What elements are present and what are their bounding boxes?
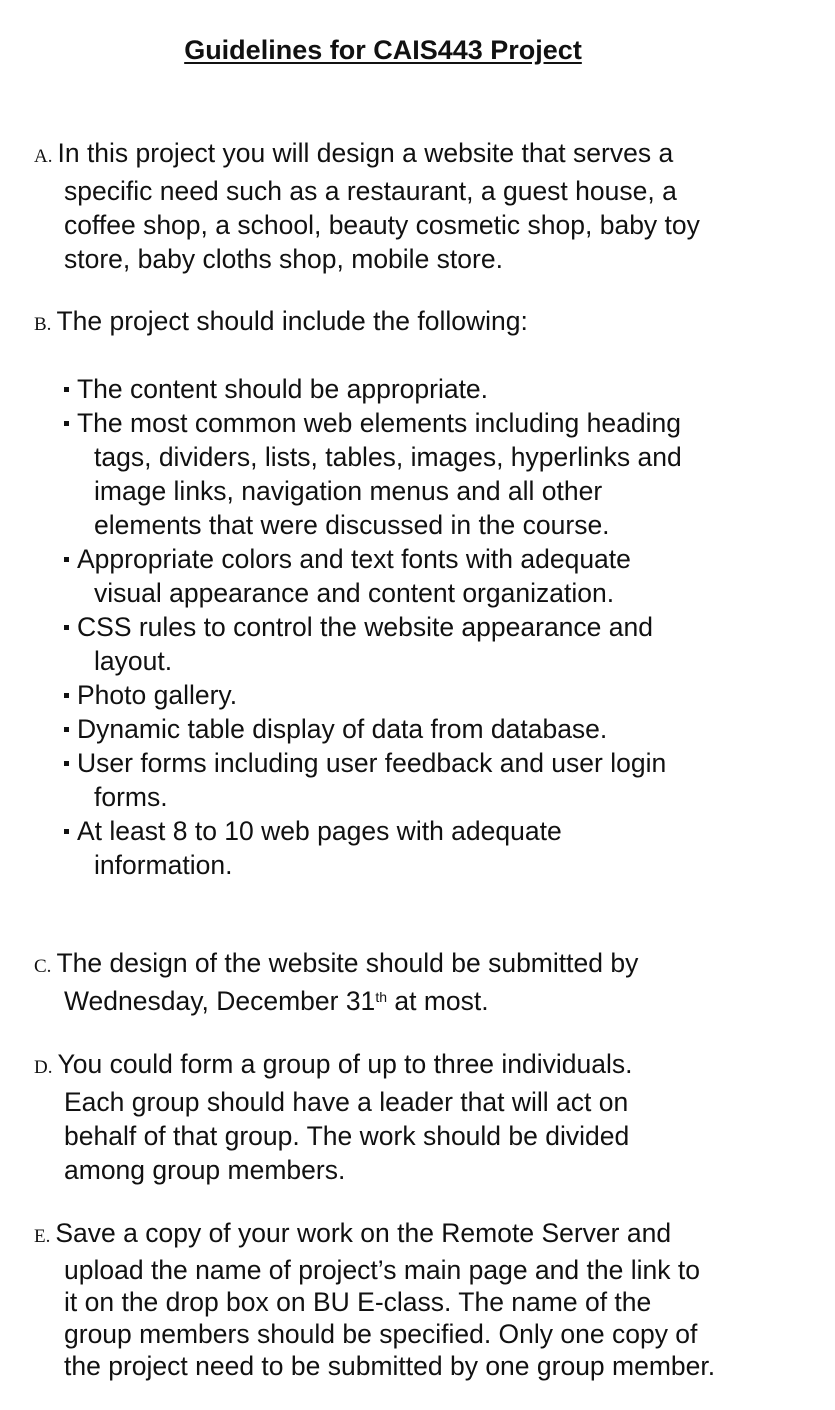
section-a-text-line: In this project you will design a website that serves a bbox=[57, 138, 674, 168]
list-item bbox=[62, 712, 782, 746]
list-item bbox=[62, 542, 782, 610]
list-item-line: elements that were discussed in the course. bbox=[94, 510, 610, 540]
square-bullet-icon bbox=[64, 761, 69, 766]
list-item bbox=[62, 610, 782, 678]
section-d-text-line: Each group should have a leader that will act on bbox=[64, 1087, 629, 1117]
section-b-first-line bbox=[34, 304, 774, 342]
section-b-marker: B. bbox=[34, 314, 52, 335]
deadline-suffix: at most. bbox=[387, 986, 489, 1016]
section-d bbox=[34, 1047, 774, 1187]
square-bullet-icon bbox=[64, 557, 69, 562]
list-item-line: tags, dividers, lists, tables, images, hyperlinks and bbox=[94, 442, 682, 472]
list-item bbox=[62, 814, 782, 882]
square-bullet-icon bbox=[64, 693, 69, 698]
square-bullet-icon bbox=[64, 829, 69, 834]
section-c bbox=[34, 946, 774, 1018]
list-item-line: Appropriate colors and text fonts with adequate bbox=[77, 544, 631, 574]
section-d-text-line: You could form a group of up to three individuals. bbox=[57, 1049, 633, 1079]
square-bullet-icon bbox=[64, 387, 69, 392]
list-item-line: User forms including user feedback and user login bbox=[77, 748, 667, 778]
section-e-text-line: it on the drop box on BU E-class. The name of the bbox=[64, 1287, 652, 1317]
section-e-text-line: upload the name of project’s main page and the link to bbox=[64, 1255, 700, 1285]
section-e-text-line: Save a copy of your work on the Remote Server and bbox=[55, 1218, 672, 1248]
section-b bbox=[34, 304, 774, 342]
section-a-text-line: store, baby cloths shop, mobile store. bbox=[64, 244, 503, 274]
list-item-line: layout. bbox=[94, 646, 173, 676]
section-a bbox=[34, 136, 774, 276]
section-c-deadline-line bbox=[34, 984, 774, 1018]
requirements-list bbox=[62, 372, 782, 882]
section-b-text-line: The project should include the following: bbox=[56, 306, 528, 336]
section-e-marker: E. bbox=[34, 1226, 51, 1247]
section-d-text-line: behalf of that group. The work should be divided bbox=[64, 1121, 630, 1151]
section-a-first-line bbox=[34, 136, 774, 174]
list-item-line: Photo gallery. bbox=[77, 680, 238, 710]
list-item-line: forms. bbox=[94, 782, 168, 812]
list-item-line: The most common web elements including heading bbox=[77, 408, 681, 438]
section-a-text-line: coffee shop, a school, beauty cosmetic shop, baby toy bbox=[64, 210, 700, 240]
section-d-text-line: among group members. bbox=[64, 1155, 346, 1185]
list-item-line: The content should be appropriate. bbox=[77, 374, 489, 404]
section-d-first-line bbox=[34, 1047, 774, 1085]
section-a-marker: A. bbox=[34, 146, 53, 167]
section-e-text-line: group members should be specified. Only one copy of bbox=[64, 1319, 698, 1349]
list-item bbox=[62, 678, 782, 712]
section-d-marker: D. bbox=[34, 1057, 53, 1078]
square-bullet-icon bbox=[64, 421, 69, 426]
section-c-marker: C. bbox=[34, 956, 52, 977]
list-item-line: CSS rules to control the website appearance and bbox=[77, 612, 653, 642]
list-item-line: information. bbox=[94, 850, 233, 880]
list-item-line: image links, navigation menus and all other bbox=[94, 476, 603, 506]
section-c-text-line: The design of the website should be submitted by bbox=[56, 948, 639, 978]
list-item-line: Dynamic table display of data from database. bbox=[77, 714, 608, 744]
document-title: Guidelines for CAIS443 Project bbox=[184, 35, 582, 65]
list-item bbox=[62, 372, 782, 406]
section-e-text-line: the project need to be submitted by one group member. bbox=[64, 1351, 716, 1381]
section-e-first-line bbox=[34, 1216, 774, 1254]
square-bullet-icon bbox=[64, 625, 69, 630]
date-ordinal-suffix: th bbox=[375, 989, 387, 1005]
section-c-first-line bbox=[34, 946, 774, 984]
list-item-line: visual appearance and content organization. bbox=[94, 578, 615, 608]
list-item bbox=[62, 406, 782, 542]
section-e bbox=[34, 1216, 774, 1382]
list-item bbox=[62, 746, 782, 814]
deadline-date: Wednesday, December 31 bbox=[64, 986, 376, 1016]
section-a-text-line: specific need such as a restaurant, a guest house, a bbox=[64, 176, 677, 206]
square-bullet-icon bbox=[64, 727, 69, 732]
list-item-line: At least 8 to 10 web pages with adequate bbox=[77, 816, 562, 846]
